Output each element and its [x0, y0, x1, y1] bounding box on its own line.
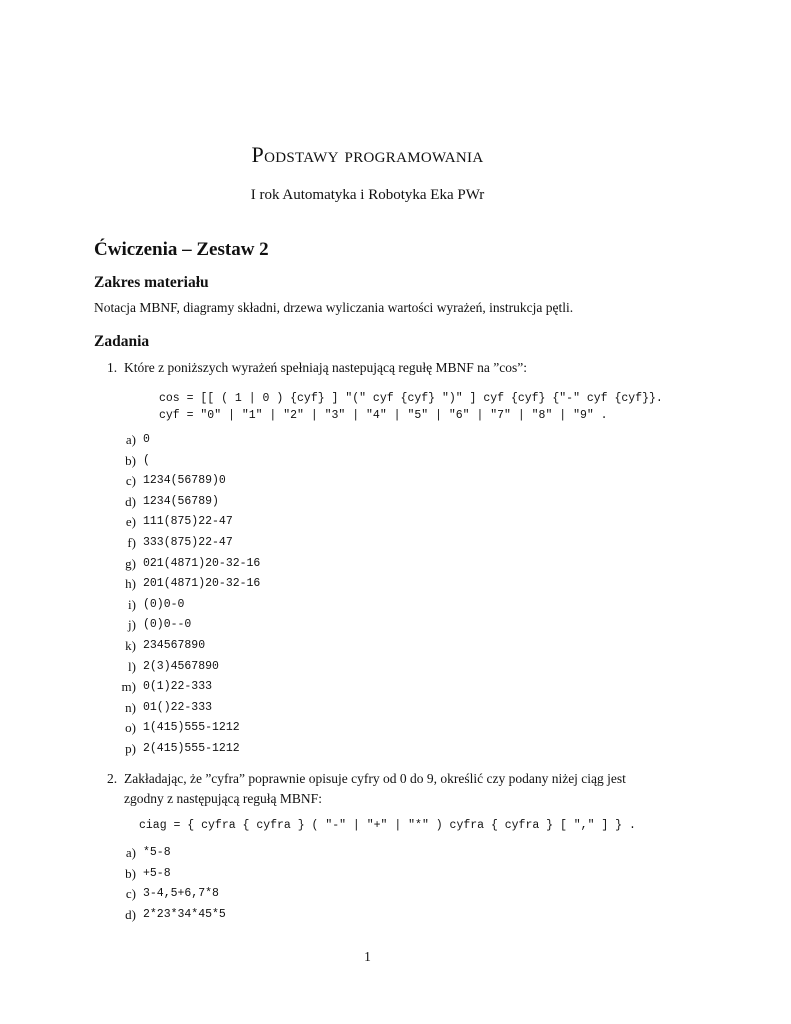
option-label: j) [128, 617, 136, 633]
section-title: Ćwiczenia – Zestaw 2 [94, 239, 269, 260]
option-label: a) [125, 845, 136, 860]
option-value: 0(1)22-333 [143, 680, 213, 694]
option-value: *5-8 [143, 846, 171, 859]
option-label: m) [121, 679, 136, 695]
scope-text: Notacja MBNF, diagramy składni, drzewa wyliczania wartości wyrażeń, instrukcja pętli. [94, 300, 574, 315]
task-1-number: 1. [107, 360, 118, 375]
option-value: 2(3)4567890 [143, 659, 219, 673]
option-label: l) [128, 658, 136, 674]
option-value: 1234(56789) [143, 494, 219, 508]
grammar-line-cyf: cyf = "0" | "1" | "2" | "3" | "4" | "5" | "6" | "7" | "8" | "9" . [159, 409, 608, 422]
option-label: g) [125, 555, 136, 571]
option-value: 2(415)555-1212 [143, 741, 240, 755]
task-2-text [124, 769, 664, 809]
option-value: 201(4871)20-32-16 [143, 577, 261, 591]
option-label: c) [125, 473, 136, 489]
option-value: 234567890 [143, 638, 206, 652]
option-value: 111(875)22-47 [143, 515, 233, 529]
option-label: c) [125, 886, 136, 902]
option-value: 1(415)555-1212 [143, 721, 240, 735]
option-label: h) [125, 576, 136, 592]
task-2-text-line1: Zakładając, że ”cyfra” poprawnie opisuje cyfry od 0 do 9, określić czy podany niżej ciąg jest [124, 771, 626, 786]
option-label: p) [125, 740, 136, 756]
document-subtitle: I rok Automatyka i Robotyka Eka PWr [250, 187, 485, 203]
option-value: 01()22-333 [143, 700, 213, 714]
option-value: 3-4,5+6,7*8 [143, 887, 219, 901]
option-value: 333(875)22-47 [143, 535, 233, 549]
option-label: b) [125, 452, 136, 468]
option-value: 2*23*34*45*5 [143, 907, 226, 921]
option-label: o) [125, 720, 136, 736]
grammar-line-cos: cos = [[ ( 1 | 0 ) {cyf} ] "(" cyf {cyf} ")" ] cyf {cyf} {"-" cyf {cyf}}. [159, 392, 663, 405]
option-label: d) [125, 906, 136, 922]
option-label: n) [125, 699, 136, 715]
option-value: (0)0-0 [143, 597, 185, 611]
task-2-number: 2. [107, 771, 118, 786]
option-label: k) [125, 637, 136, 653]
option-label: i) [128, 596, 136, 612]
task-1-text: Które z poniższych wyrażeń spełniają nastepującą regułę MBNF na ”cos”: [124, 360, 527, 375]
option-value: 021(4871)20-32-16 [143, 556, 261, 570]
option-value: (0)0--0 [143, 618, 192, 632]
option-label: d) [125, 493, 136, 509]
option-value: ( [143, 453, 150, 467]
option-label: e) [125, 514, 136, 530]
task-2-text-line2: zgodny z następującą regułą MBNF: [124, 791, 322, 806]
scope-heading: Zakres materiału [94, 274, 209, 291]
option-value: 0 [143, 433, 150, 446]
task-2-grammar: ciag = { cyfra { cyfra } ( "-" | "+" | "*" ) cyfra { cyfra } [ "," ] } . [139, 819, 636, 832]
document-title: Podstawy programowania [251, 142, 484, 167]
task-1-grammar [159, 390, 663, 424]
page-number: 1 [364, 949, 371, 964]
option-value: +5-8 [143, 866, 171, 880]
option-label: f) [127, 534, 136, 550]
tasks-heading: Zadania [94, 333, 150, 350]
option-label: a) [125, 432, 136, 447]
option-value: 1234(56789)0 [143, 474, 226, 488]
option-label: b) [125, 865, 136, 881]
